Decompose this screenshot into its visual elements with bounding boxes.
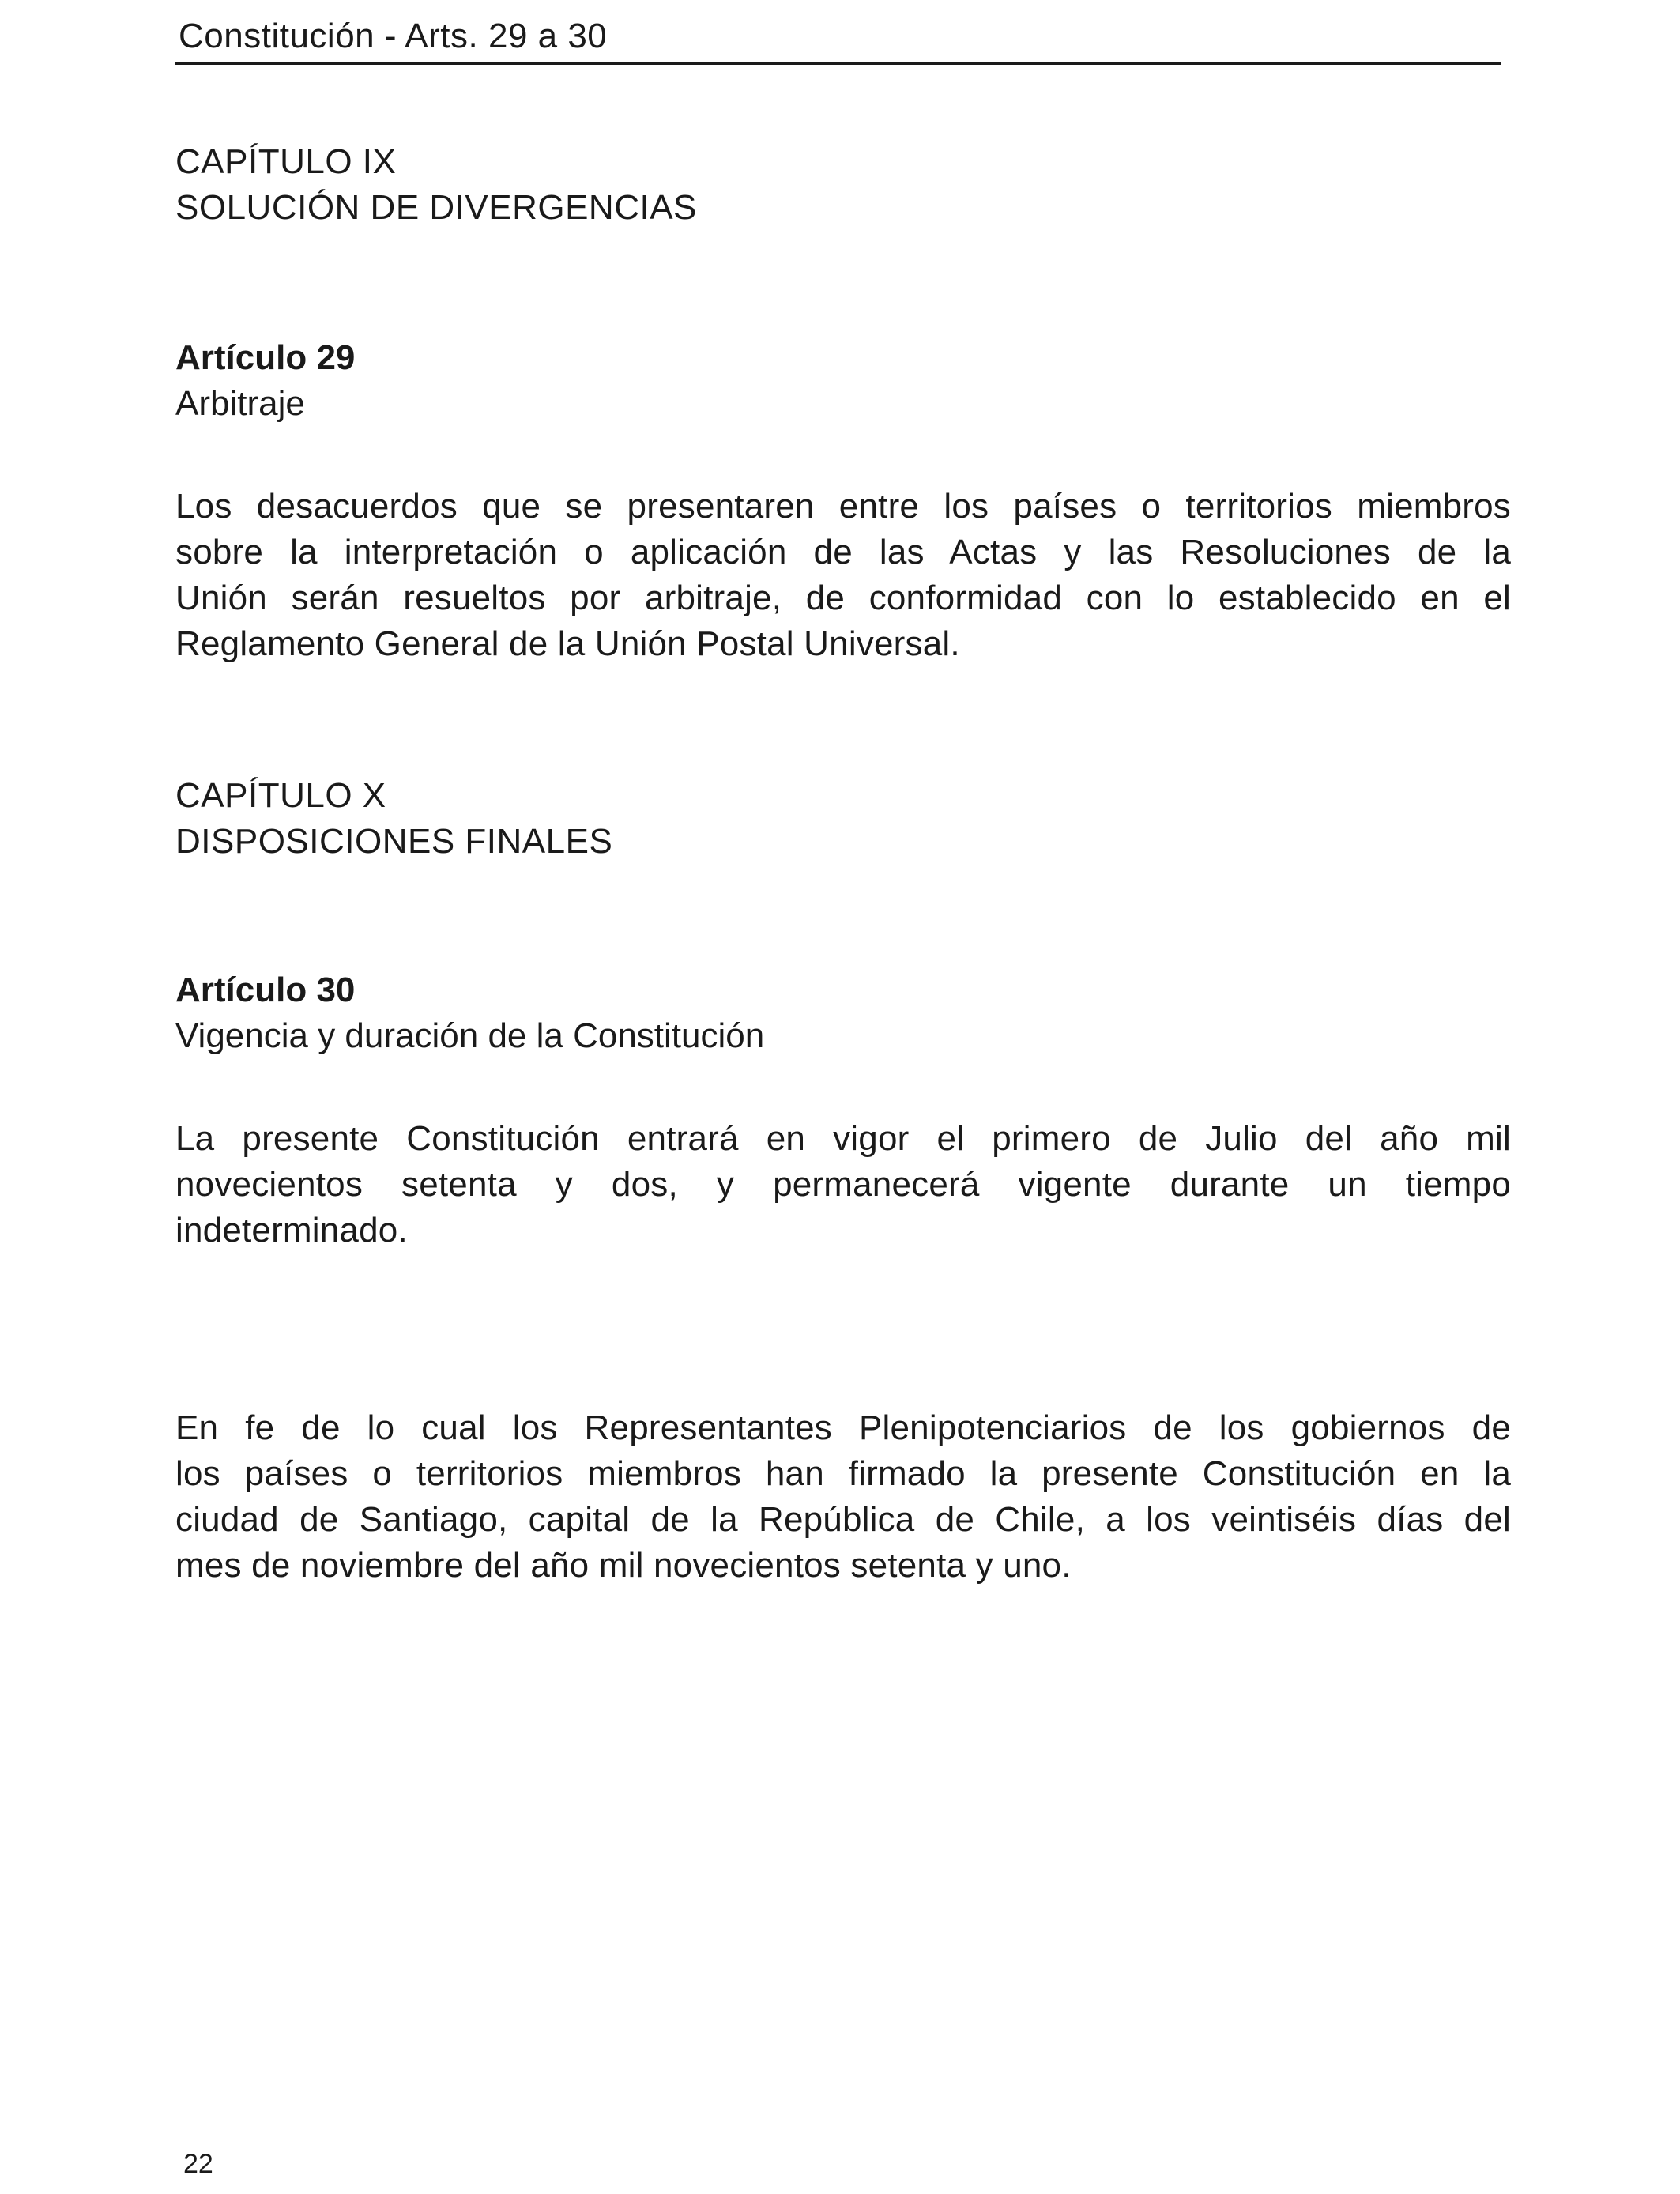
chapter-x-heading xyxy=(175,773,1511,865)
article-30-line: indeterminado. xyxy=(175,1211,408,1250)
running-header: Constitución - Arts. 29 a 30 xyxy=(179,17,608,55)
closing-paragraph xyxy=(175,1405,1511,1589)
chapter-x-number: CAPÍTULO X xyxy=(175,776,386,815)
closing-line: ciudad de Santiago, capital de la República de Chile, a los veintiséis días del xyxy=(175,1500,1511,1539)
article-30-title: Artículo 30 xyxy=(175,971,356,1009)
article-29-line: Reglamento General de la Unión Postal Universal. xyxy=(175,624,960,663)
article-30-subtitle: Vigencia y duración de la Constitución xyxy=(175,1016,765,1055)
chapter-ix-heading xyxy=(175,139,1511,231)
article-30-heading xyxy=(175,967,1511,1059)
chapter-x-title: DISPOSICIONES FINALES xyxy=(175,822,613,861)
article-29-line: sobre la interpretación o aplicación de las Actas y las Resoluciones de la xyxy=(175,533,1511,571)
closing-line: En fe de lo cual los Representantes Plenipotenciarios de los gobiernos de xyxy=(175,1408,1511,1447)
chapter-ix-number: CAPÍTULO IX xyxy=(175,142,397,181)
article-29-line: Los desacuerdos que se presentaren entre los países o territorios miembros xyxy=(175,487,1511,526)
article-30-line: novecientos setenta y dos, y permanecerá vigente durante un tiempo xyxy=(175,1165,1511,1204)
article-29-line: Unión serán resueltos por arbitraje, de conformidad con lo establecido en el xyxy=(175,579,1511,617)
article-29-title: Artículo 29 xyxy=(175,338,356,377)
header-rule xyxy=(175,62,1501,65)
closing-line: los países o territorios miembros han firmado la presente Constitución en la xyxy=(175,1454,1511,1493)
article-29-body xyxy=(175,484,1511,667)
article-30-line: La presente Constitución entrará en vigor el primero de Julio del año mil xyxy=(175,1119,1511,1158)
article-29-subtitle: Arbitraje xyxy=(175,384,305,423)
article-29-heading xyxy=(175,335,1511,427)
page-number: 22 xyxy=(183,2149,213,2179)
chapter-ix-title: SOLUCIÓN DE DIVERGENCIAS xyxy=(175,188,697,227)
article-30-body xyxy=(175,1116,1511,1253)
closing-line: mes de noviembre del año mil novecientos setenta y uno. xyxy=(175,1546,1072,1585)
